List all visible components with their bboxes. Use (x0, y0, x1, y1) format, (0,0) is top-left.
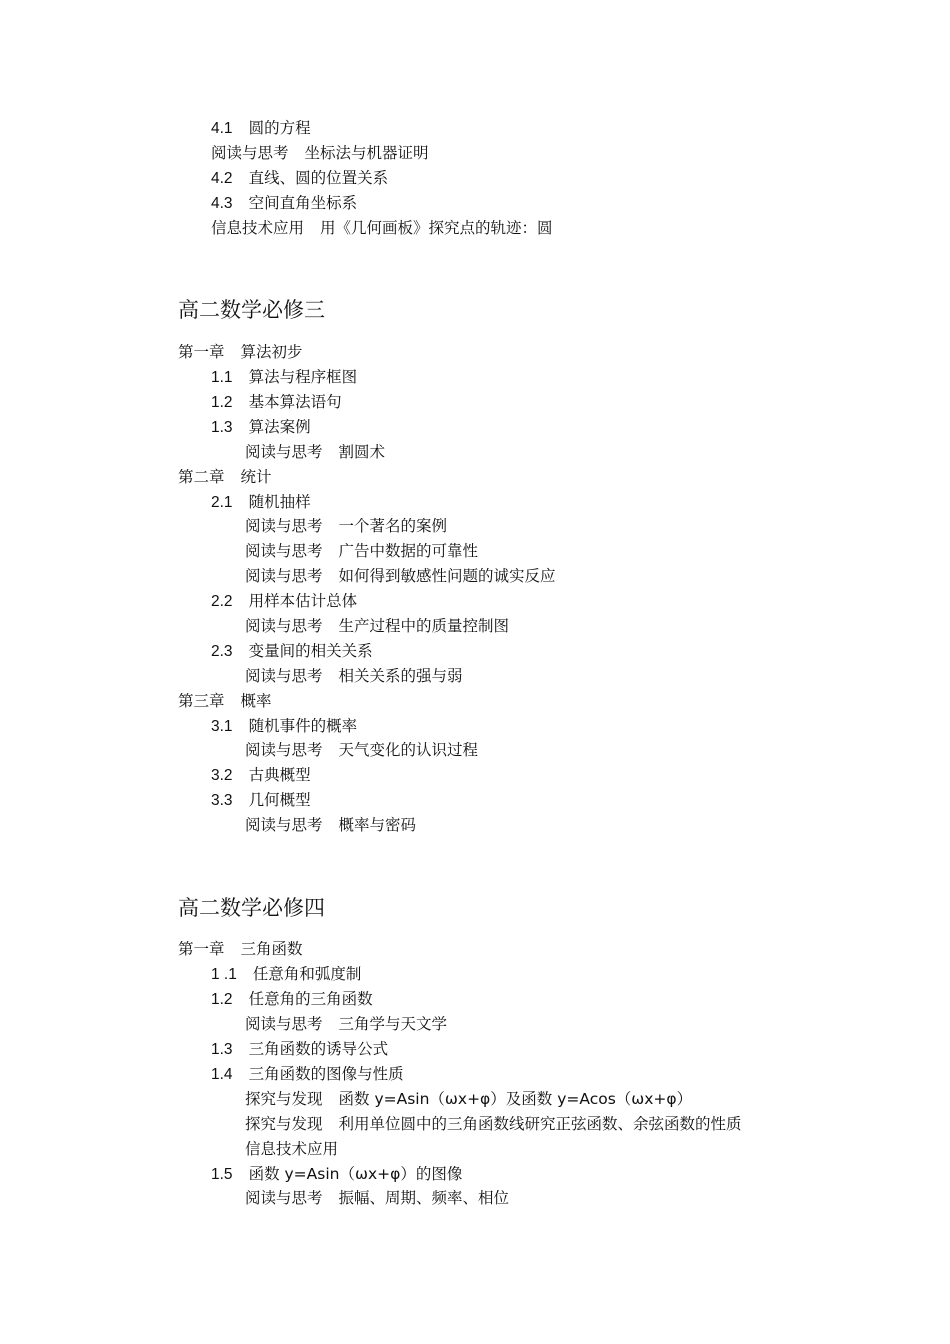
section-number: 2.3 (211, 643, 233, 660)
reading-label: 阅读与思考 (211, 144, 289, 162)
chapter-number: 第一章 (178, 343, 225, 361)
reading-title: 相关关系的强与弱 (338, 667, 463, 685)
toc-it-application (211, 218, 553, 238)
toc-section (211, 1064, 404, 1085)
toc-reading (245, 1014, 447, 1034)
section-title: 随机事件的概率 (248, 717, 358, 735)
toc-reading (245, 815, 416, 835)
reading-label: 阅读与思考 (245, 617, 323, 635)
section-number: 3.1 (211, 718, 233, 735)
section-number: 2.2 (211, 593, 233, 610)
toc-reading (245, 541, 478, 561)
chapter-title: 三角函数 (240, 940, 303, 958)
explore-label: 探究与发现 (245, 1090, 323, 1108)
toc-section (211, 790, 311, 811)
toc-section (211, 641, 373, 662)
section-title: 空间直角坐标系 (248, 194, 358, 212)
toc-section (211, 765, 311, 786)
it-label: 信息技术应用 (245, 1140, 339, 1158)
toc-reading (245, 740, 478, 760)
section-title: 基本算法语句 (248, 393, 342, 411)
reading-label: 阅读与思考 (245, 1015, 323, 1033)
section-title: 古典概型 (248, 766, 311, 784)
reading-title: 三角学与天文学 (338, 1015, 448, 1033)
section-number: 1.4 (211, 1066, 233, 1083)
reading-title: 振幅、周期、频率、相位 (338, 1189, 510, 1207)
toc-section (211, 492, 311, 513)
toc-reading (245, 1188, 509, 1208)
section-number: 1.3 (211, 1041, 233, 1058)
section-number: 4.2 (211, 170, 233, 187)
reading-label: 阅读与思考 (245, 542, 323, 560)
reading-title: 坐标法与机器证明 (304, 144, 429, 162)
explore-title: 函数 y=Asin（ωx+φ）及函数 y=Acos（ωx+φ） (338, 1090, 693, 1108)
section-number: 3.3 (211, 792, 233, 809)
toc-explore (245, 1114, 742, 1134)
section-title: 几何概型 (248, 791, 311, 809)
section-title: 三角函数的图像与性质 (248, 1065, 404, 1083)
section-number: 4.3 (211, 195, 233, 212)
toc-chapter (178, 691, 272, 711)
toc-section-4-1 (211, 118, 311, 139)
section-number: 4.1 (211, 120, 233, 137)
section-title: 任意角的三角函数 (248, 990, 373, 1008)
reading-title: 割圆术 (338, 443, 386, 461)
explore-title: 利用单位圆中的三角函数线研究正弦函数、余弦函数的性质 (338, 1115, 742, 1133)
section-title: 三角函数的诱导公式 (248, 1040, 389, 1058)
section-title: 随机抽样 (248, 493, 311, 511)
chapter-number: 第三章 (178, 692, 225, 710)
reading-label: 阅读与思考 (245, 517, 323, 535)
reading-label: 阅读与思考 (245, 667, 323, 685)
reading-label: 阅读与思考 (245, 1189, 323, 1207)
reading-title: 生产过程中的质量控制图 (338, 617, 510, 635)
chapter-number: 第一章 (178, 940, 225, 958)
reading-title: 如何得到敏感性问题的诚实反应 (338, 567, 556, 585)
section-number: 1.1 (211, 369, 233, 386)
reading-label: 阅读与思考 (245, 443, 323, 461)
book-title-3: 高二数学必修三 (178, 298, 325, 322)
it-title: 用《几何画板》探究点的轨迹：圆 (320, 219, 553, 237)
toc-section-4-2 (211, 168, 388, 189)
toc-reading (245, 566, 556, 586)
toc-section (211, 1039, 388, 1060)
toc-section (211, 367, 357, 388)
section-title: 圆的方程 (248, 119, 311, 137)
it-label: 信息技术应用 (211, 219, 305, 237)
toc-reading-4-1 (211, 143, 429, 163)
toc-section-4-3 (211, 193, 357, 214)
section-title: 直线、圆的位置关系 (248, 169, 389, 187)
section-number: 1.2 (211, 394, 233, 411)
toc-section (211, 1164, 462, 1185)
section-title: 算法案例 (248, 418, 311, 436)
toc-chapter (178, 342, 303, 362)
section-title: 函数 y=Asin（ωx+φ）的图像 (248, 1165, 463, 1183)
reading-label: 阅读与思考 (245, 816, 323, 834)
section-title: 算法与程序框图 (248, 368, 358, 386)
chapter-title: 概率 (240, 692, 272, 710)
toc-it-application (245, 1139, 338, 1159)
reading-title: 广告中数据的可靠性 (338, 542, 479, 560)
toc-section (211, 989, 373, 1010)
toc-reading (245, 666, 463, 686)
chapter-title: 算法初步 (240, 343, 303, 361)
section-number: 1.5 (211, 1166, 233, 1183)
section-number: 1.2 (211, 991, 233, 1008)
reading-label: 阅读与思考 (245, 741, 323, 759)
toc-reading (245, 442, 385, 462)
explore-label: 探究与发现 (245, 1115, 323, 1133)
reading-title: 天气变化的认识过程 (338, 741, 479, 759)
section-number: 1 .1 (211, 966, 237, 983)
book-title-4: 高二数学必修四 (178, 896, 325, 920)
section-title: 用样本估计总体 (248, 592, 358, 610)
toc-section (211, 716, 357, 737)
toc-section (211, 591, 357, 612)
toc-reading (245, 516, 447, 536)
toc-chapter (178, 939, 303, 959)
section-title: 变量间的相关关系 (248, 642, 373, 660)
toc-reading (245, 616, 509, 636)
reading-label: 阅读与思考 (245, 567, 323, 585)
chapter-title: 统计 (240, 468, 272, 486)
reading-title: 概率与密码 (338, 816, 417, 834)
toc-section (211, 392, 342, 413)
section-number: 2.1 (211, 494, 233, 511)
section-number: 1.3 (211, 419, 233, 436)
toc-section (211, 964, 361, 985)
chapter-number: 第二章 (178, 468, 225, 486)
section-title: 任意角和弧度制 (252, 965, 362, 983)
section-number: 3.2 (211, 767, 233, 784)
toc-chapter (178, 467, 272, 487)
reading-title: 一个著名的案例 (338, 517, 448, 535)
toc-section (211, 417, 311, 438)
toc-explore (245, 1089, 692, 1109)
